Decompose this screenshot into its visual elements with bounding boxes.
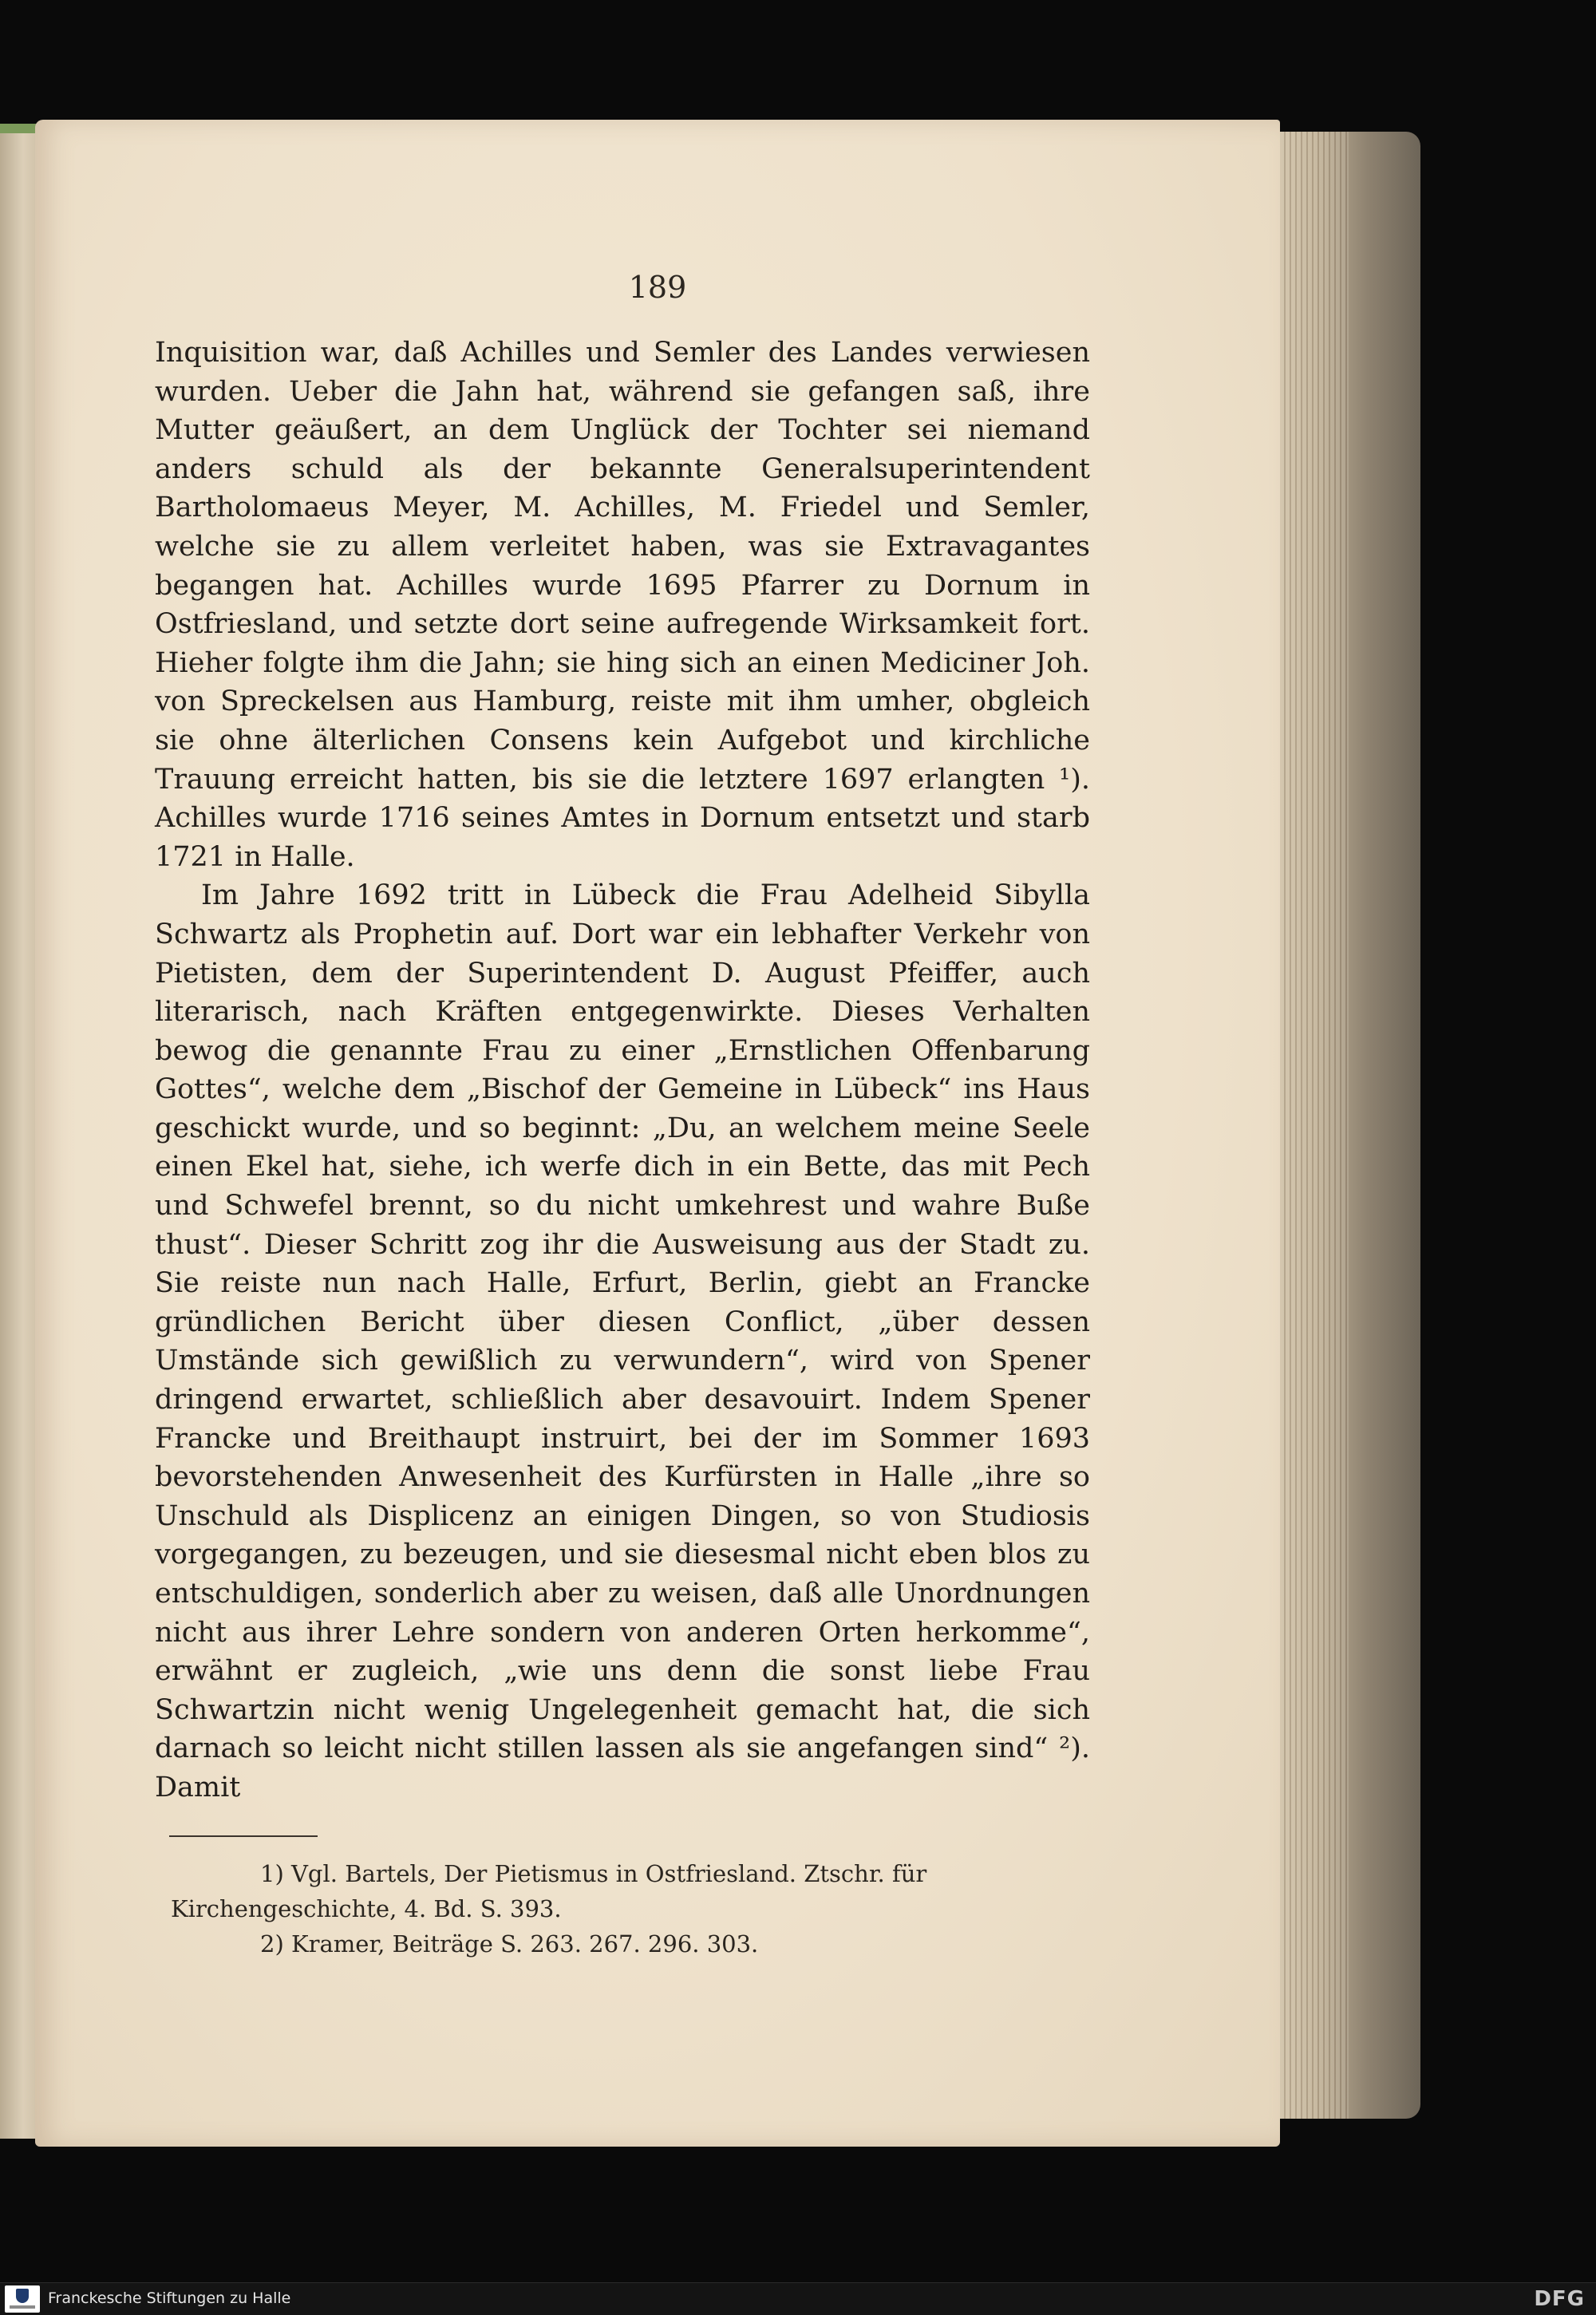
left-page-sliver: [0, 124, 38, 2139]
body-text: [155, 334, 1090, 1807]
footnotes: [171, 1856, 1087, 1961]
paragraph-1: Inquisition war, daß Achilles und Semler des Landes verwiesen wurden. Ueber die Jahn hat, während sie gefangen saß, ihre Mutter geäußert, an dem Unglück der Tochter sei niemand anders schuld als der bekannte Generalsuperintendent Bartholomaeus Meyer, M. Achilles, M. Friedel und Semler, welche sie zu allem verleitet haben, was sie Extravagantes begangen hat. Achilles wurde 1695 Pfarrer zu Dornum in Ostfriesland, und setzte dort seine aufregende Wirksamkeit fort. Hieher folgte ihm die Jahn; sie hing sich an einen Mediciner Joh. von Spreckelsen aus Hamburg, reiste mit ihm umher, obgleich sie ohne älterlichen Consens kein Aufgebot und kirchliche Trauung erreicht hatten, bis sie die letztere 1697 erlangten ¹). Achilles wurde 1716 seines Amtes in Dornum entsetzt und starb 1721 in Halle.: [155, 337, 1090, 873]
book-page: [35, 120, 1280, 2147]
logo-base: [10, 2305, 35, 2309]
page-number: 189: [628, 270, 687, 305]
dfg-badge[interactable]: DFG: [1534, 2287, 1585, 2311]
institution-name[interactable]: Franckesche Stiftungen zu Halle: [48, 2289, 291, 2307]
logo-mark: [16, 2289, 29, 2303]
paragraph-2: Im Jahre 1692 tritt in Lübeck die Frau Adelheid Sibylla Schwartz als Prophetin auf. Dort war ein lebhafter Verkehr von Pietisten, dem der Superintendent D. August Pfeiffer, auch literarisch, nach Kräften entgegenwirkte. Dieses Verhalten bewog die genannte Frau zu einer „Ernstlichen Offenbarung Gottes“, welche dem „Bischof der Gemeine in Lübeck“ ins Haus geschickt wurde, und so beginnt: „Du, an welchem meine Seele einen Ekel hat, siehe, ich werfe dich in ein Bette, das mit Pech und Schwefel brennt, so du nicht umkehrest und wahre Buße thust“. Dieser Schritt zog ihr die Ausweisung aus der Stadt zu. Sie reiste nun nach Halle, Erfurt, Berlin, giebt an Francke gründlichen Bericht über diesen Conflict, „über dessen Umstände sich gewißlich zu verwundern“, wird von Spener dringend erwartet, schließlich aber desavouirt. Indem Spener Francke und Breithaupt instruirt, bei der im Sommer 1693 bevorstehenden Anwesenheit des Kurfürsten in Halle „ihre so Unschuld als Displicenz an einigen Dingen, so von Studiosis vorgegangen, zu bezeugen, und sie diesesmal nicht eben blos zu entschuldigen, sonderlich aber zu weisen, daß alle Unordnungen nicht aus ihrer Lehre sondern von anderen Orten herkomme“, erwähnt er zugleich, „wie uns denn die sonst liebe Frau Schwartzin nicht wenig Ungelegenheit gemacht hat, die sich darnach so leicht nicht stillen lassen als sie angefangen sind“ ²). Damit: [155, 879, 1090, 1803]
institution-logo-icon[interactable]: [5, 2285, 40, 2313]
footnote-rule: [169, 1835, 318, 1837]
viewer-footer-bar: [0, 2282, 1596, 2315]
footnote-1: 1) Vgl. Bartels, Der Pietismus in Ostfriesland. Ztschr. für Kirchengeschichte, 4. Bd. S. 393.: [171, 1860, 927, 1922]
footnote-2: 2) Kramer, Beiträge S. 263. 267. 296. 303.: [260, 1930, 759, 1957]
spine-binding: [0, 124, 38, 133]
